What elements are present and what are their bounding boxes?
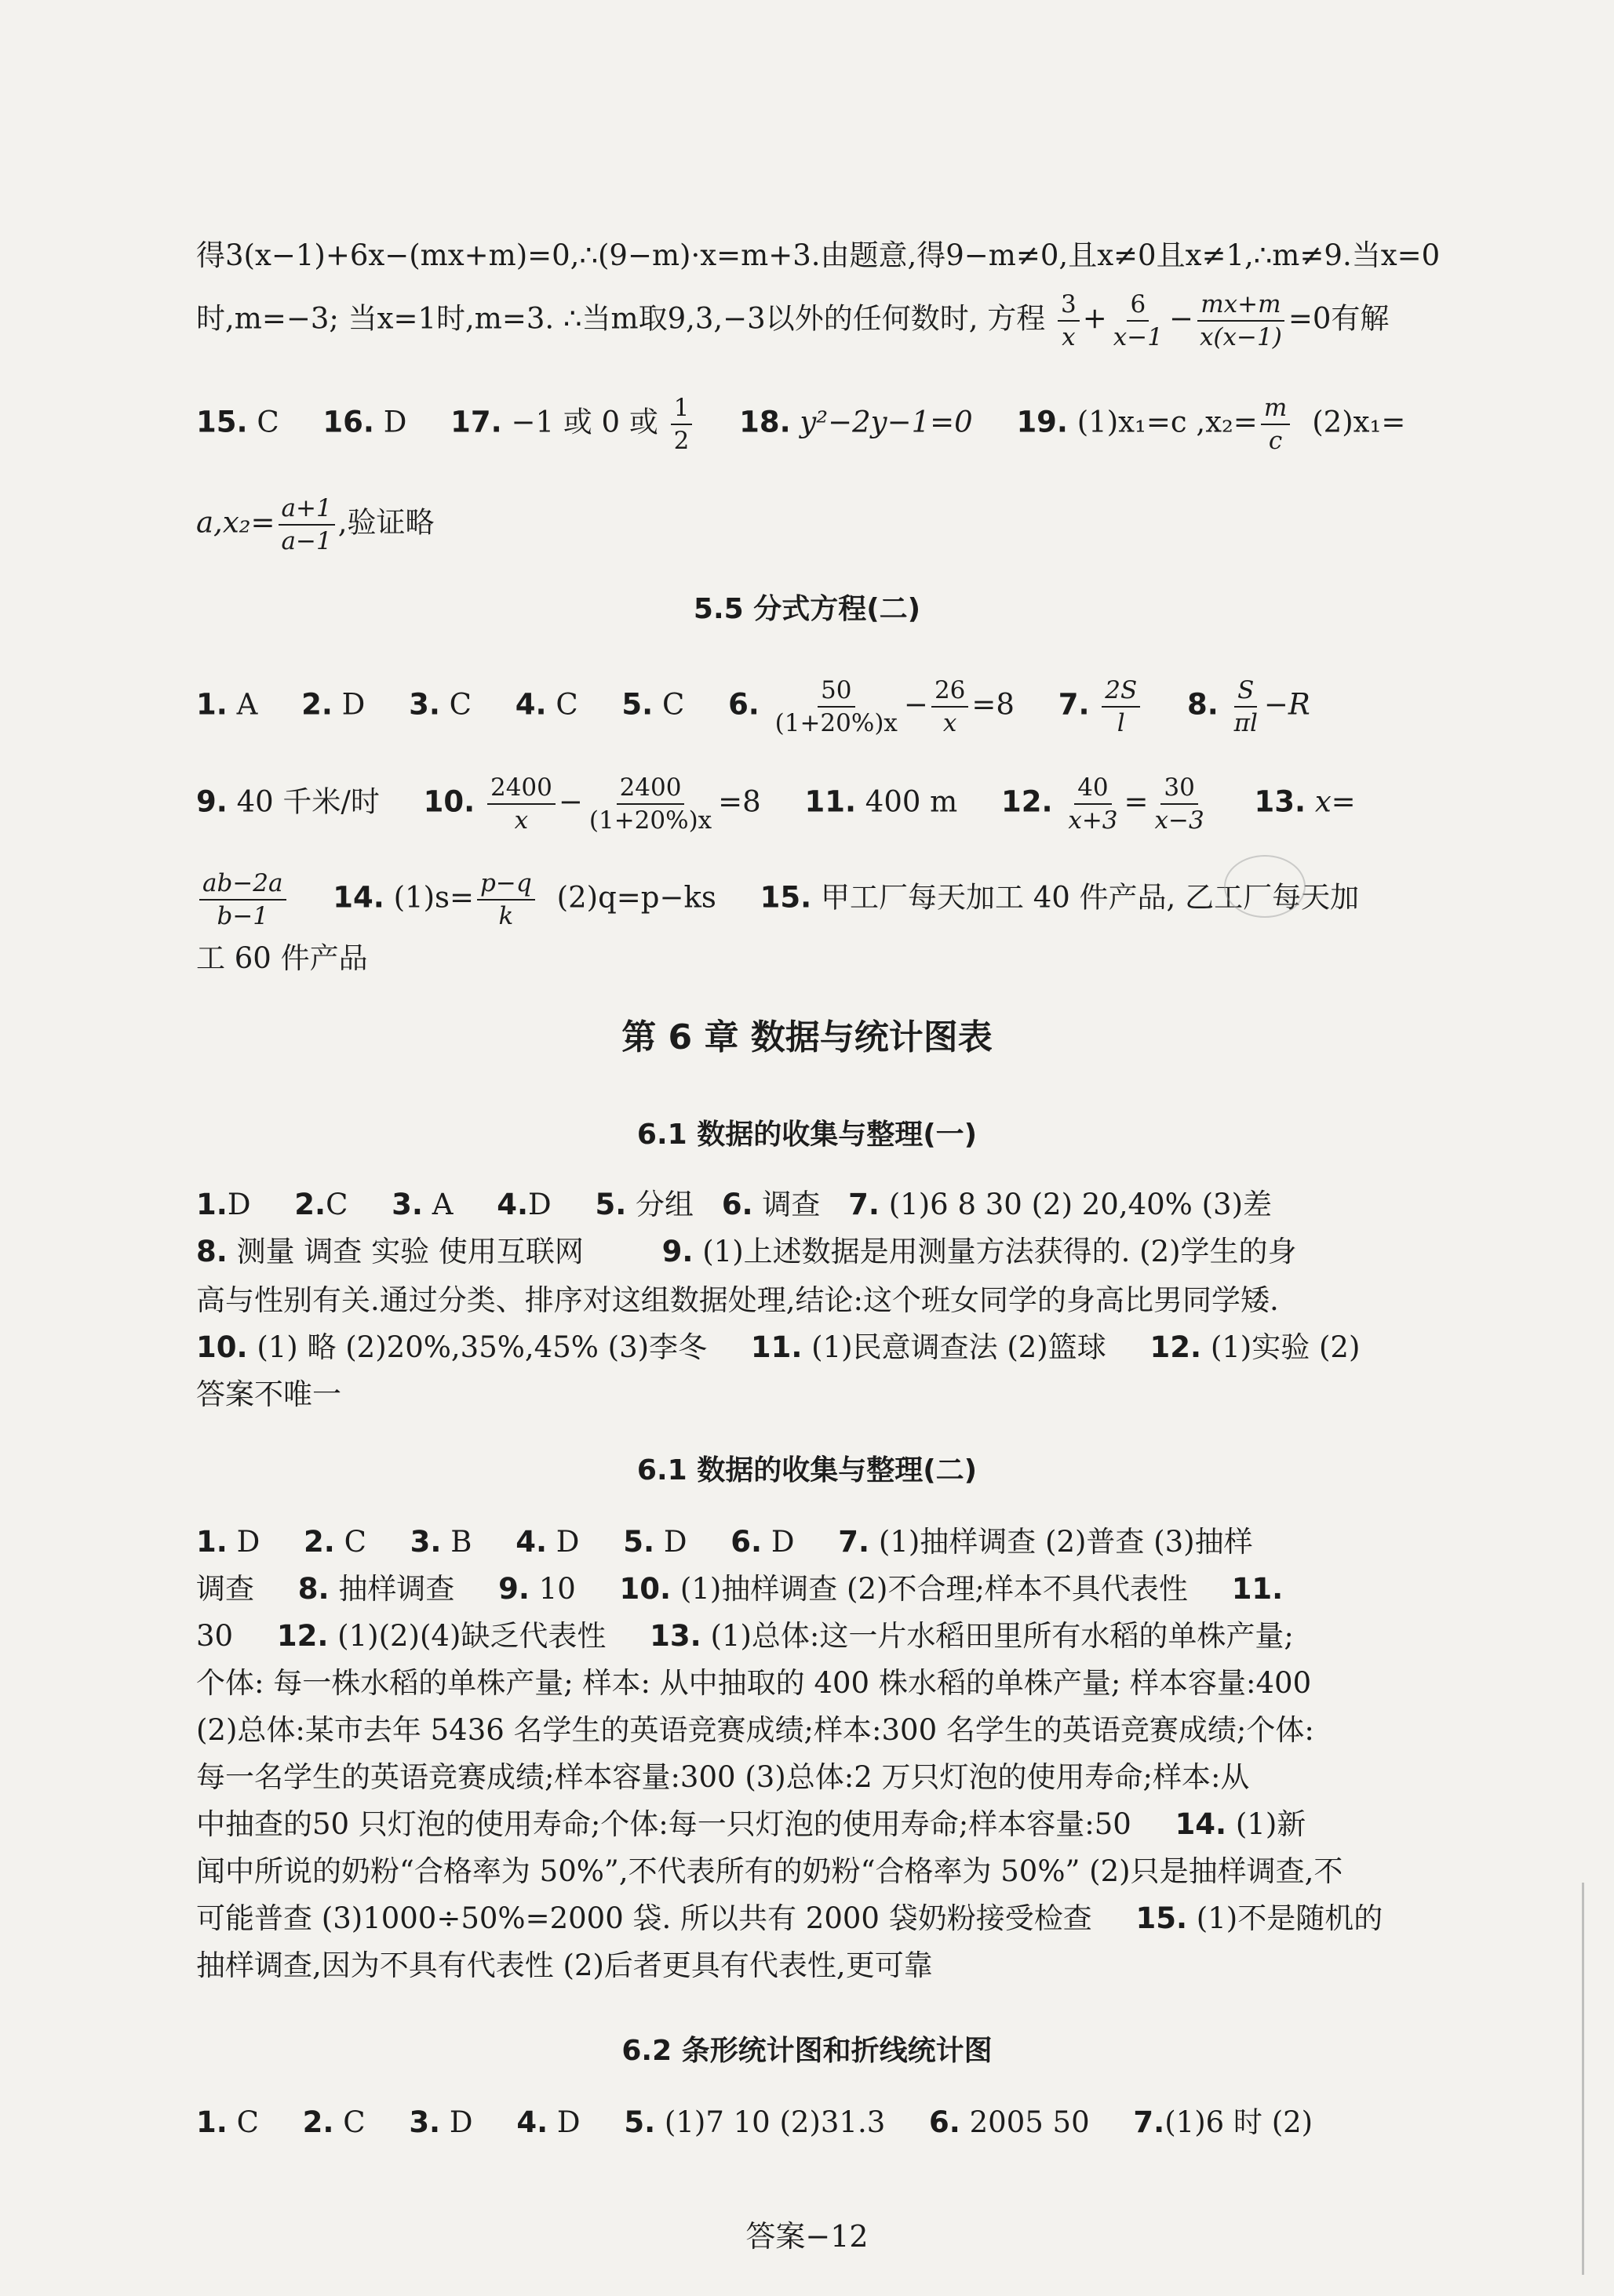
text-line: 高与性别有关.通过分类、排序对这组数据处理,结论:这个班女同学的身高比男同学矮. — [196, 1283, 1279, 1317]
text-line: 时,m=−3; 当x=1时,m=3. ∴当m取9,3,−3以外的任何数时, 方程 $\frac{3}{x}$ + $\frac{6}{x-1}$ − $\frac{mx+m}{x(x-1)}$ =0有解 — [196, 290, 1390, 351]
text-line: a,x₂= $\frac{a+1}{a-1}$ ,验证略 — [196, 494, 435, 555]
answer: D — [383, 405, 407, 439]
question-number: 17. — [450, 405, 502, 439]
text-line: 8. 测量 调查 实验 使用互联网 9. (1)上述数据是用测量方法获得的. (2)学生的身 — [196, 1235, 1297, 1268]
fraction: $\frac{2400}{(1+20\%)x}$ — [588, 773, 712, 835]
text-line: 得3(x−1)+6x−(mx+m)=0,∴(9−m)·x=m+3.由题意,得9−m≠0,且x≠0且x≠1,∴m≠9.当x=0 — [196, 238, 1441, 272]
text-line: 10. (1) 略 (2)20%,35%,45% (3)李冬 11. (1)民意调查法 (2)篮球 12. (1)实验 (2) — [196, 1330, 1361, 1364]
fraction: $\frac{a+1}{a-1}$ — [279, 493, 335, 557]
text-line: 中抽查的50 只灯泡的使用寿命;个体:每一只灯泡的使用寿命;样本容量:50 14. (1)新 — [196, 1807, 1306, 1841]
fraction: $\frac{S}{\pi l}$ — [1233, 676, 1258, 737]
text-line: 1.D 2.C 3. A 4.D 5. 分组 6. 调查 7. (1)6 8 30 (2) 20,40% (3)差 — [196, 1188, 1273, 1221]
chapter-title: 第 6 章 数据与统计图表 — [621, 1017, 993, 1057]
text-line: 每一名学生的英语竞赛成绩;样本容量:300 (3)总体:2 万只灯泡的使用寿命;样本:从 — [196, 1760, 1250, 1794]
fraction: $\frac{26}{x}$ — [931, 675, 968, 739]
answer: y²−2y−1=0 — [800, 405, 973, 439]
fraction: $\frac{50}{(1+20\%)x}$ — [774, 676, 898, 737]
fraction: $\frac{30}{x-3}$ — [1154, 773, 1204, 835]
text-line: 1. A 2. D 3. C 4. C 5. C 6. $\frac{50}{(1+20\%)x}$ − $\frac{26}{x}$ =8 7. $\frac{2S}{l}$ 8. $\frac{S}{\pi l}$ −R — [196, 676, 1310, 737]
section-title: 6.1 数据的收集与整理(一) — [636, 1119, 978, 1151]
question-number: 16. — [322, 405, 374, 439]
answer: −1 或 0 或 — [511, 405, 658, 439]
fraction: $\frac{m}{c}$ — [1261, 392, 1290, 457]
answer: C — [257, 405, 279, 439]
text-line: 答案不唯一 — [196, 1377, 341, 1411]
watermark-stamp — [1224, 855, 1306, 918]
fraction: $\frac{6}{x-1}$ — [1113, 290, 1163, 351]
fraction: $\frac{3}{x}$ — [1058, 289, 1080, 353]
text-line: 闻中所说的奶粉“合格率为 50%”,不代表所有的奶粉“合格率为 50%” (2)只是抽样调查,不 — [196, 1854, 1343, 1888]
question-number: 19. — [1016, 405, 1068, 439]
page-footer: 答案−12 — [745, 2219, 869, 2254]
fraction: $\frac{1}{2}$ — [671, 392, 693, 457]
fraction: $\frac{ab-2a}{b-1}$ — [199, 868, 286, 932]
question-number: 18. — [739, 405, 791, 439]
text-line: 1. C 2. C 3. D 4. D 5. (1)7 10 (2)31.3 6. 2005 50 7.(1)6 时 (2) — [196, 2105, 1313, 2139]
fraction: $\frac{2400}{x}$ — [487, 772, 556, 836]
text-line: 工 60 件产品 — [196, 941, 368, 975]
section-title: 6.1 数据的收集与整理(二) — [636, 1454, 978, 1486]
text-line: 个体: 每一株水稻的单株产量; 样本: 从中抽取的 400 株水稻的单株产量; 样本容量:400 — [196, 1666, 1312, 1700]
text-line: 30 12. (1)(2)(4)缺乏代表性 13. (1)总体:这一片水稻田里所有水稻的单株产量; — [196, 1619, 1294, 1653]
text-line: $\frac{ab-2a}{b-1}$ 14. (1)s= $\frac{p-q}{k}$ (2)q=p−ks 15. 甲工厂每天加工 40 件产品, 乙工厂每天加 — [196, 868, 1475, 932]
fraction: $\frac{p-q}{k}$ — [477, 868, 535, 932]
fraction: $\frac{mx+m}{x(x-1)}$ — [1197, 289, 1285, 353]
text-line: 抽样调查,因为不具有代表性 (2)后者更具有代表性,更可靠 — [196, 1949, 933, 1982]
text-line: (2)总体:某市去年 5436 名学生的英语竞赛成绩;样本:300 名学生的英语竞赛成绩;个体: — [196, 1713, 1314, 1747]
section-title: 6.2 条形统计图和折线统计图 — [621, 2035, 993, 2067]
text-line: 15. C 16. D 17. −1 或 0 或 $\frac{1}{2}$ 18. y²−2y−1=0 19. (1)x₁=c ,x₂= $\frac{m}{c}$ (2)x₁= — [196, 394, 1406, 455]
question-number: 15. — [196, 405, 248, 439]
fraction: $\frac{40}{x+3}$ — [1068, 773, 1118, 835]
section-title: 5.5 分式方程(二) — [693, 593, 921, 625]
text-line: 调查 8. 抽样调查 9. 10 10. (1)抽样调查 (2)不合理;样本不具代表性 11. — [196, 1572, 1284, 1606]
text-line: 1. D 2. C 3. B 4. D 5. D 6. D 7. (1)抽样调查 (2)普查 (3)抽样 — [196, 1525, 1253, 1559]
text-line: 可能普查 (3)1000÷50%=2000 袋. 所以共有 2000 袋奶粉接受检查 15. (1)不是随机的 — [196, 1901, 1383, 1935]
answer: (1)x₁=c ,x₂= — [1077, 405, 1258, 439]
text-line: 9. 40 千米/时 10. $\frac{2400}{x}$ − $\frac{2400}{(1+20\%)x}$ =8 11. 400 m 12. $\frac{40}{x+3}$ = $\frac{30}{x-3}$ 13. x= — [196, 773, 1356, 835]
fraction: $\frac{2S}{l}$ — [1102, 675, 1140, 739]
